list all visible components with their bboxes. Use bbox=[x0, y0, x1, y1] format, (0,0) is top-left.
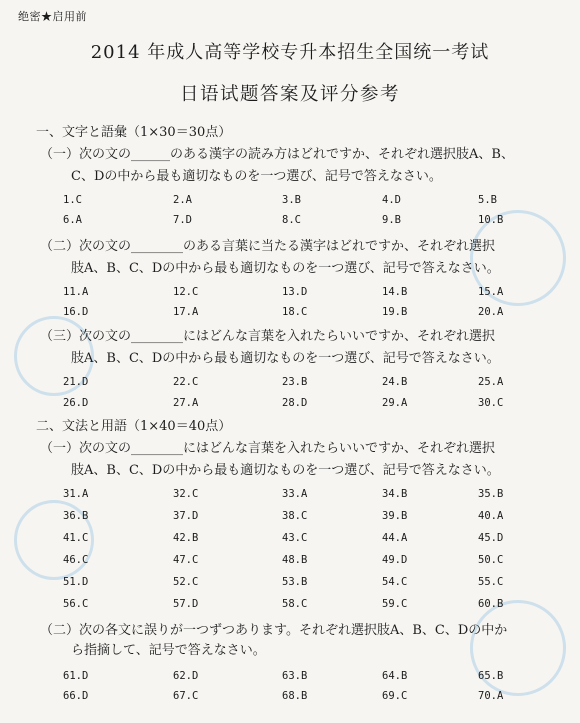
answer-row bbox=[0, 554, 580, 568]
answer-item: 5.B bbox=[478, 194, 497, 206]
answer-item: 63.B bbox=[282, 670, 308, 682]
s2-part2-instruction: （二）次の各文に誤りが一つずつあります。それぞれ選択肢A、B、C、Dの中か bbox=[40, 623, 508, 638]
answer-row bbox=[0, 194, 580, 208]
answer-row bbox=[0, 670, 580, 684]
answer-item: 18.C bbox=[282, 306, 308, 318]
s1-part2-instruction: （二）次の文の________のある言葉に当たる漢字はどれですか、それぞれ選択 bbox=[40, 239, 496, 254]
answer-item: 41.C bbox=[63, 532, 89, 544]
answer-item: 52.C bbox=[173, 576, 199, 588]
answer-item: 48.B bbox=[282, 554, 308, 566]
answer-item: 31.A bbox=[63, 488, 89, 500]
answer-item: 26.D bbox=[63, 397, 89, 409]
answer-item: 13.D bbox=[282, 286, 308, 298]
answer-item: 16.D bbox=[63, 306, 89, 318]
answer-item: 33.A bbox=[282, 488, 308, 500]
answer-item: 6.A bbox=[63, 214, 82, 226]
answer-item: 14.B bbox=[382, 286, 408, 298]
answer-item: 32.C bbox=[173, 488, 199, 500]
answer-item: 45.D bbox=[478, 532, 504, 544]
s2-part2-instruction-cont: ら指摘して、記号で答えなさい。 bbox=[71, 643, 266, 658]
s1-part2-instruction-cont: 肢A、B、C、Dの中から最も適切なものを一つ選び、記号で答えなさい。 bbox=[71, 261, 500, 276]
answer-item: 43.C bbox=[282, 532, 308, 544]
answer-item: 25.A bbox=[478, 376, 504, 388]
answer-item: 55.C bbox=[478, 576, 504, 588]
answer-item: 7.D bbox=[173, 214, 192, 226]
answer-item: 37.D bbox=[173, 510, 199, 522]
s1-part3-instruction: （三）次の文の________にはどんな言葉を入れたらいいですか、それぞれ選択 bbox=[40, 329, 496, 344]
answer-item: 1.C bbox=[63, 194, 82, 206]
section1-heading: 一、文字と語彙（1×30＝30点） bbox=[36, 125, 232, 140]
answer-item: 8.C bbox=[282, 214, 301, 226]
answer-item: 34.B bbox=[382, 488, 408, 500]
answer-item: 56.C bbox=[63, 598, 89, 610]
answer-item: 58.C bbox=[282, 598, 308, 610]
answer-item: 35.B bbox=[478, 488, 504, 500]
answer-item: 44.A bbox=[382, 532, 408, 544]
s2-part1-instruction: （一）次の文の________にはどんな言葉を入れたらいいですか、それぞれ選択 bbox=[40, 441, 496, 456]
confidential-label: 绝密★启用前 bbox=[18, 10, 87, 23]
answer-item: 17.A bbox=[173, 306, 199, 318]
answer-item: 61.D bbox=[63, 670, 89, 682]
answer-item: 20.A bbox=[478, 306, 504, 318]
answer-item: 11.A bbox=[63, 286, 89, 298]
answer-item: 66.D bbox=[63, 690, 89, 702]
answer-item: 50.C bbox=[478, 554, 504, 566]
answer-item: 65.B bbox=[478, 670, 504, 682]
answer-item: 19.B bbox=[382, 306, 408, 318]
answer-item: 60.B bbox=[478, 598, 504, 610]
answer-item: 46.C bbox=[63, 554, 89, 566]
answer-item: 23.B bbox=[282, 376, 308, 388]
answer-item: 12.C bbox=[173, 286, 199, 298]
answer-row bbox=[0, 306, 580, 320]
answer-item: 59.C bbox=[382, 598, 408, 610]
s1-part3-instruction-cont: 肢A、B、C、Dの中から最も適切なものを一つ選び、記号で答えなさい。 bbox=[71, 351, 500, 366]
answer-row bbox=[0, 397, 580, 411]
answer-item: 54.C bbox=[382, 576, 408, 588]
answer-item: 64.B bbox=[382, 670, 408, 682]
answer-item: 40.A bbox=[478, 510, 504, 522]
answer-row bbox=[0, 690, 580, 704]
answer-item: 29.A bbox=[382, 397, 408, 409]
section2-heading: 二、文法と用語（1×40＝40点） bbox=[36, 419, 232, 434]
answer-item: 9.B bbox=[382, 214, 401, 226]
answer-row bbox=[0, 488, 580, 502]
answer-item: 3.B bbox=[282, 194, 301, 206]
answer-row bbox=[0, 576, 580, 590]
answer-item: 39.B bbox=[382, 510, 408, 522]
answer-item: 30.C bbox=[478, 397, 504, 409]
answer-row bbox=[0, 214, 580, 228]
answer-item: 2.A bbox=[173, 194, 192, 206]
s1-part1-instruction-cont: C、Dの中から最も適切なものを一つ選び、記号で答えなさい。 bbox=[71, 169, 442, 184]
answer-item: 27.A bbox=[173, 397, 199, 409]
answer-item: 47.C bbox=[173, 554, 199, 566]
answer-item: 53.B bbox=[282, 576, 308, 588]
answer-item: 38.C bbox=[282, 510, 308, 522]
answer-item: 70.A bbox=[478, 690, 504, 702]
answer-item: 15.A bbox=[478, 286, 504, 298]
answer-row bbox=[0, 510, 580, 524]
answer-item: 62.D bbox=[173, 670, 199, 682]
answer-item: 57.D bbox=[173, 598, 199, 610]
answer-row bbox=[0, 286, 580, 300]
answer-item: 49.D bbox=[382, 554, 408, 566]
answer-item: 36.B bbox=[63, 510, 89, 522]
s1-part1-instruction: （一）次の文の______のある漢字の読み方はどれですか、それぞれ選択肢A、B、 bbox=[40, 147, 514, 162]
answer-row bbox=[0, 598, 580, 612]
answer-item: 68.B bbox=[282, 690, 308, 702]
answer-item: 21.D bbox=[63, 376, 89, 388]
answer-item: 67.C bbox=[173, 690, 199, 702]
answer-item: 51.D bbox=[63, 576, 89, 588]
exam-title: 2014 年成人高等学校专升本招生全国统一考试 bbox=[90, 42, 490, 63]
answer-item: 10.B bbox=[478, 214, 504, 226]
answer-item: 69.C bbox=[382, 690, 408, 702]
s2-part1-instruction-cont: 肢A、B、C、Dの中から最も適切なものを一つ選び、記号で答えなさい。 bbox=[71, 463, 500, 478]
answer-item: 28.D bbox=[282, 397, 308, 409]
answer-item: 4.D bbox=[382, 194, 401, 206]
answer-item: 42.B bbox=[173, 532, 199, 544]
answer-row bbox=[0, 532, 580, 546]
answer-item: 24.B bbox=[382, 376, 408, 388]
answer-item: 22.C bbox=[173, 376, 199, 388]
answer-row bbox=[0, 376, 580, 390]
answer-key-title: 日语试题答案及评分参考 bbox=[179, 84, 400, 105]
